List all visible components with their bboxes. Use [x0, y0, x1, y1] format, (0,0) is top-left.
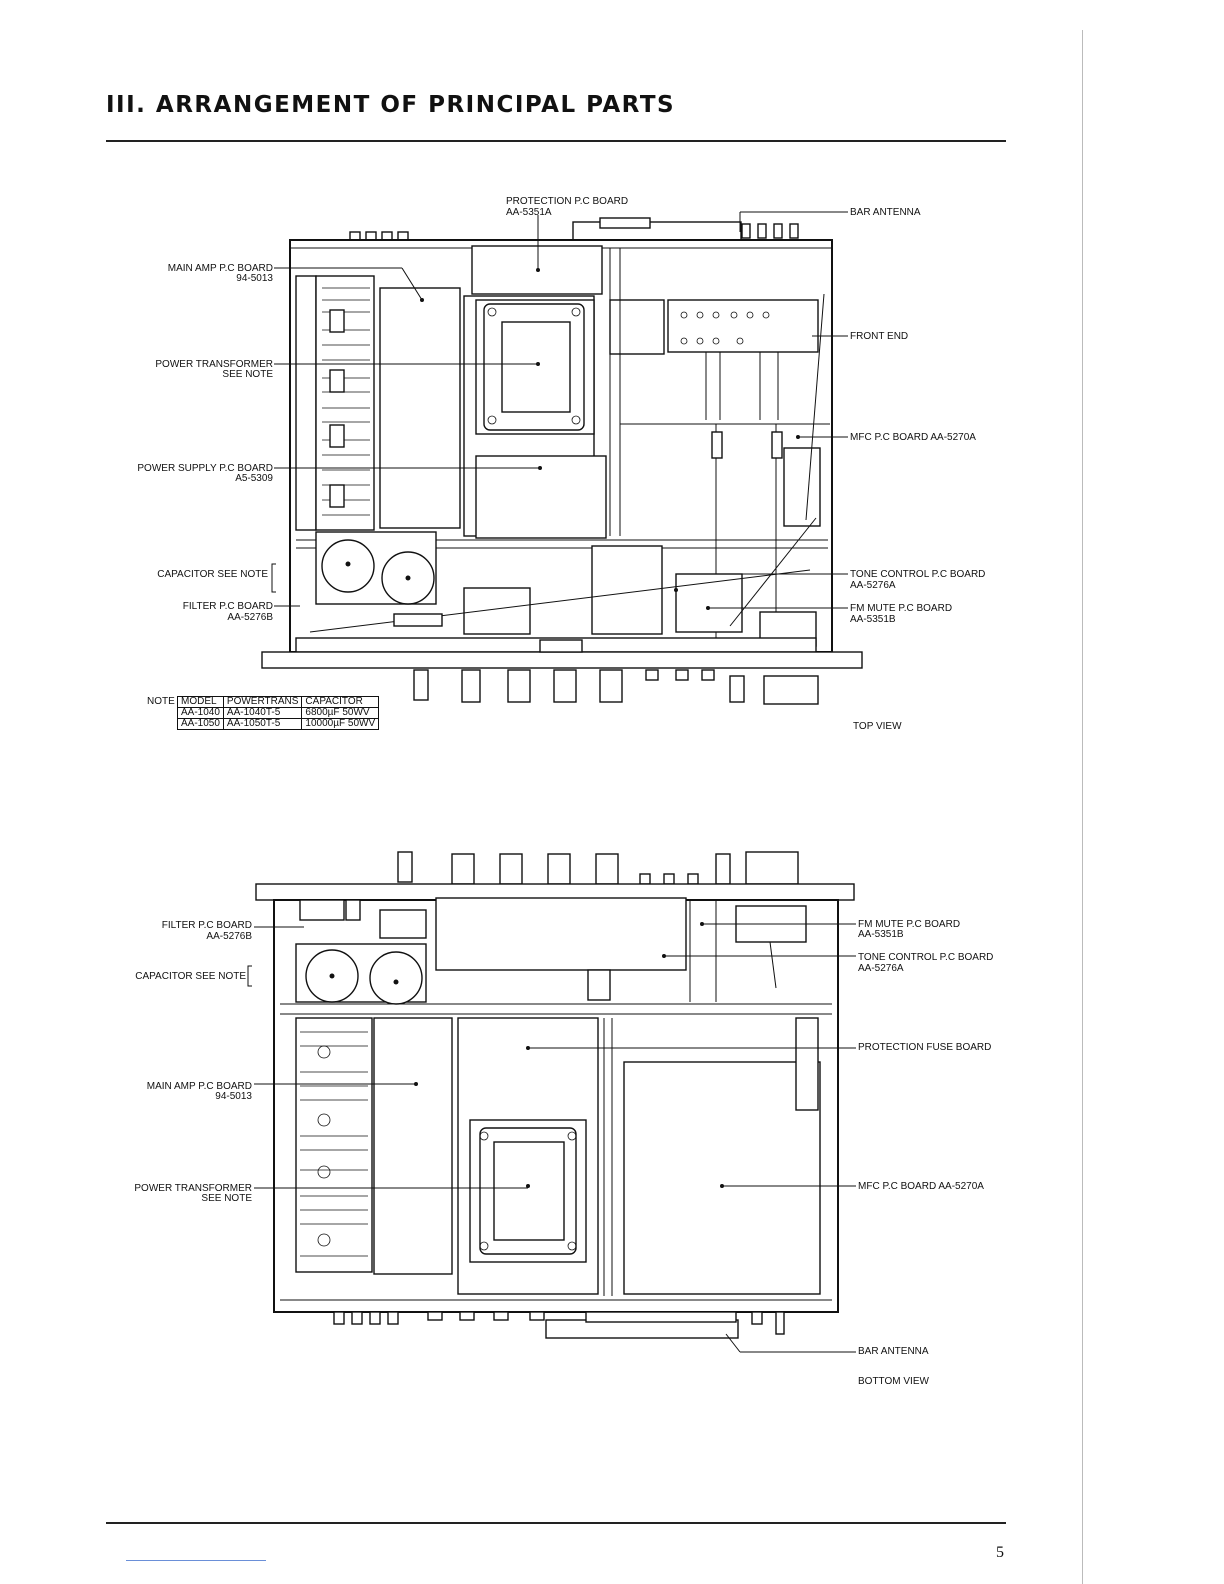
- page-number: 5: [996, 1544, 1004, 1561]
- page-title: III. ARRANGEMENT OF PRINCIPAL PARTS: [106, 92, 676, 118]
- note-table: [177, 696, 379, 730]
- tv-protection-board-number: AA-5351A: [506, 207, 552, 218]
- tv-fm-mute-label: FM MUTE P.C BOARD: [850, 603, 953, 614]
- bv-filter-number: AA-5276B: [206, 931, 252, 942]
- bv-protection-fuse-label: PROTECTION FUSE BOARD: [858, 1042, 992, 1053]
- bv-power-transformer-label: POWER TRANSFORMER: [134, 1183, 252, 1194]
- tv-bar-antenna-label: BAR ANTENNA: [850, 207, 921, 218]
- bv-mfc-board-label: MFC P.C BOARD AA-5270A: [858, 1181, 984, 1192]
- tv-power-transformer-note: SEE NOTE: [222, 369, 273, 380]
- bv-fm-mute-label: FM MUTE P.C BOARD: [858, 919, 961, 930]
- bv-main-amp-number: 94-5013: [215, 1091, 252, 1102]
- note-header-powertrans: POWERTRANS: [223, 697, 302, 708]
- note-header-model: MODEL: [178, 697, 224, 708]
- note-cell-powertrans: AA-1040T-5: [223, 708, 302, 719]
- bv-fm-mute-number: AA-5351B: [858, 929, 904, 940]
- tv-mfc-board-label: MFC P.C BOARD AA-5270A: [850, 432, 976, 443]
- tv-power-supply-number: A5-5309: [235, 473, 273, 484]
- bv-main-amp-label: MAIN AMP P.C BOARD: [146, 1081, 252, 1092]
- table-row: [178, 708, 379, 719]
- bv-capacitor-label: CAPACITOR SEE NOTE: [135, 971, 246, 982]
- note-table-header: [178, 697, 379, 708]
- tv-main-amp-number: 94-5013: [236, 273, 273, 284]
- tv-tone-control-number: AA-5276A: [850, 580, 896, 591]
- bottom-view-caption: BOTTOM VIEW: [858, 1376, 929, 1387]
- note-cell-capacitor: 10000µF 50WV: [302, 719, 379, 730]
- note-label: NOTE: [147, 696, 175, 707]
- note-cell-model: AA-1040: [178, 708, 224, 719]
- bv-bar-antenna-label: BAR ANTENNA: [858, 1346, 929, 1357]
- note-cell-capacitor: 6800µF 50WV: [302, 708, 379, 719]
- tv-main-amp-label: MAIN AMP P.C BOARD: [167, 263, 273, 274]
- tv-tone-control-label: TONE CONTROL P.C BOARD: [850, 569, 986, 580]
- tv-fm-mute-number: AA-5351B: [850, 614, 896, 625]
- tv-power-transformer-label: POWER TRANSFORMER: [155, 359, 273, 370]
- bv-filter-label: FILTER P.C BOARD: [161, 920, 252, 931]
- table-row: [178, 719, 379, 730]
- bv-tone-control-number: AA-5276A: [858, 963, 904, 974]
- note-cell-powertrans: AA-1050T-5: [223, 719, 302, 730]
- bottom-link-line: [126, 1560, 266, 1561]
- note-cell-model: AA-1050: [178, 719, 224, 730]
- bottom-view-drawing: [256, 852, 854, 1338]
- top-view-caption: TOP VIEW: [853, 721, 902, 732]
- top-view-drawing: [262, 218, 862, 704]
- bv-power-transformer-note: SEE NOTE: [201, 1193, 252, 1204]
- tv-filter-number: AA-5276B: [227, 612, 273, 623]
- bottom-rule: [106, 1522, 1006, 1524]
- tv-capacitor-label: CAPACITOR SEE NOTE: [157, 569, 268, 580]
- tv-filter-label: FILTER P.C BOARD: [182, 601, 273, 612]
- bv-tone-control-label: TONE CONTROL P.C BOARD: [858, 952, 994, 963]
- tv-power-supply-label: POWER SUPPLY P.C BOARD: [137, 463, 273, 474]
- tv-protection-board-label: PROTECTION P.C BOARD: [506, 196, 629, 207]
- tv-front-end-label: FRONT END: [850, 331, 909, 342]
- note-header-capacitor: CAPACITOR: [302, 697, 379, 708]
